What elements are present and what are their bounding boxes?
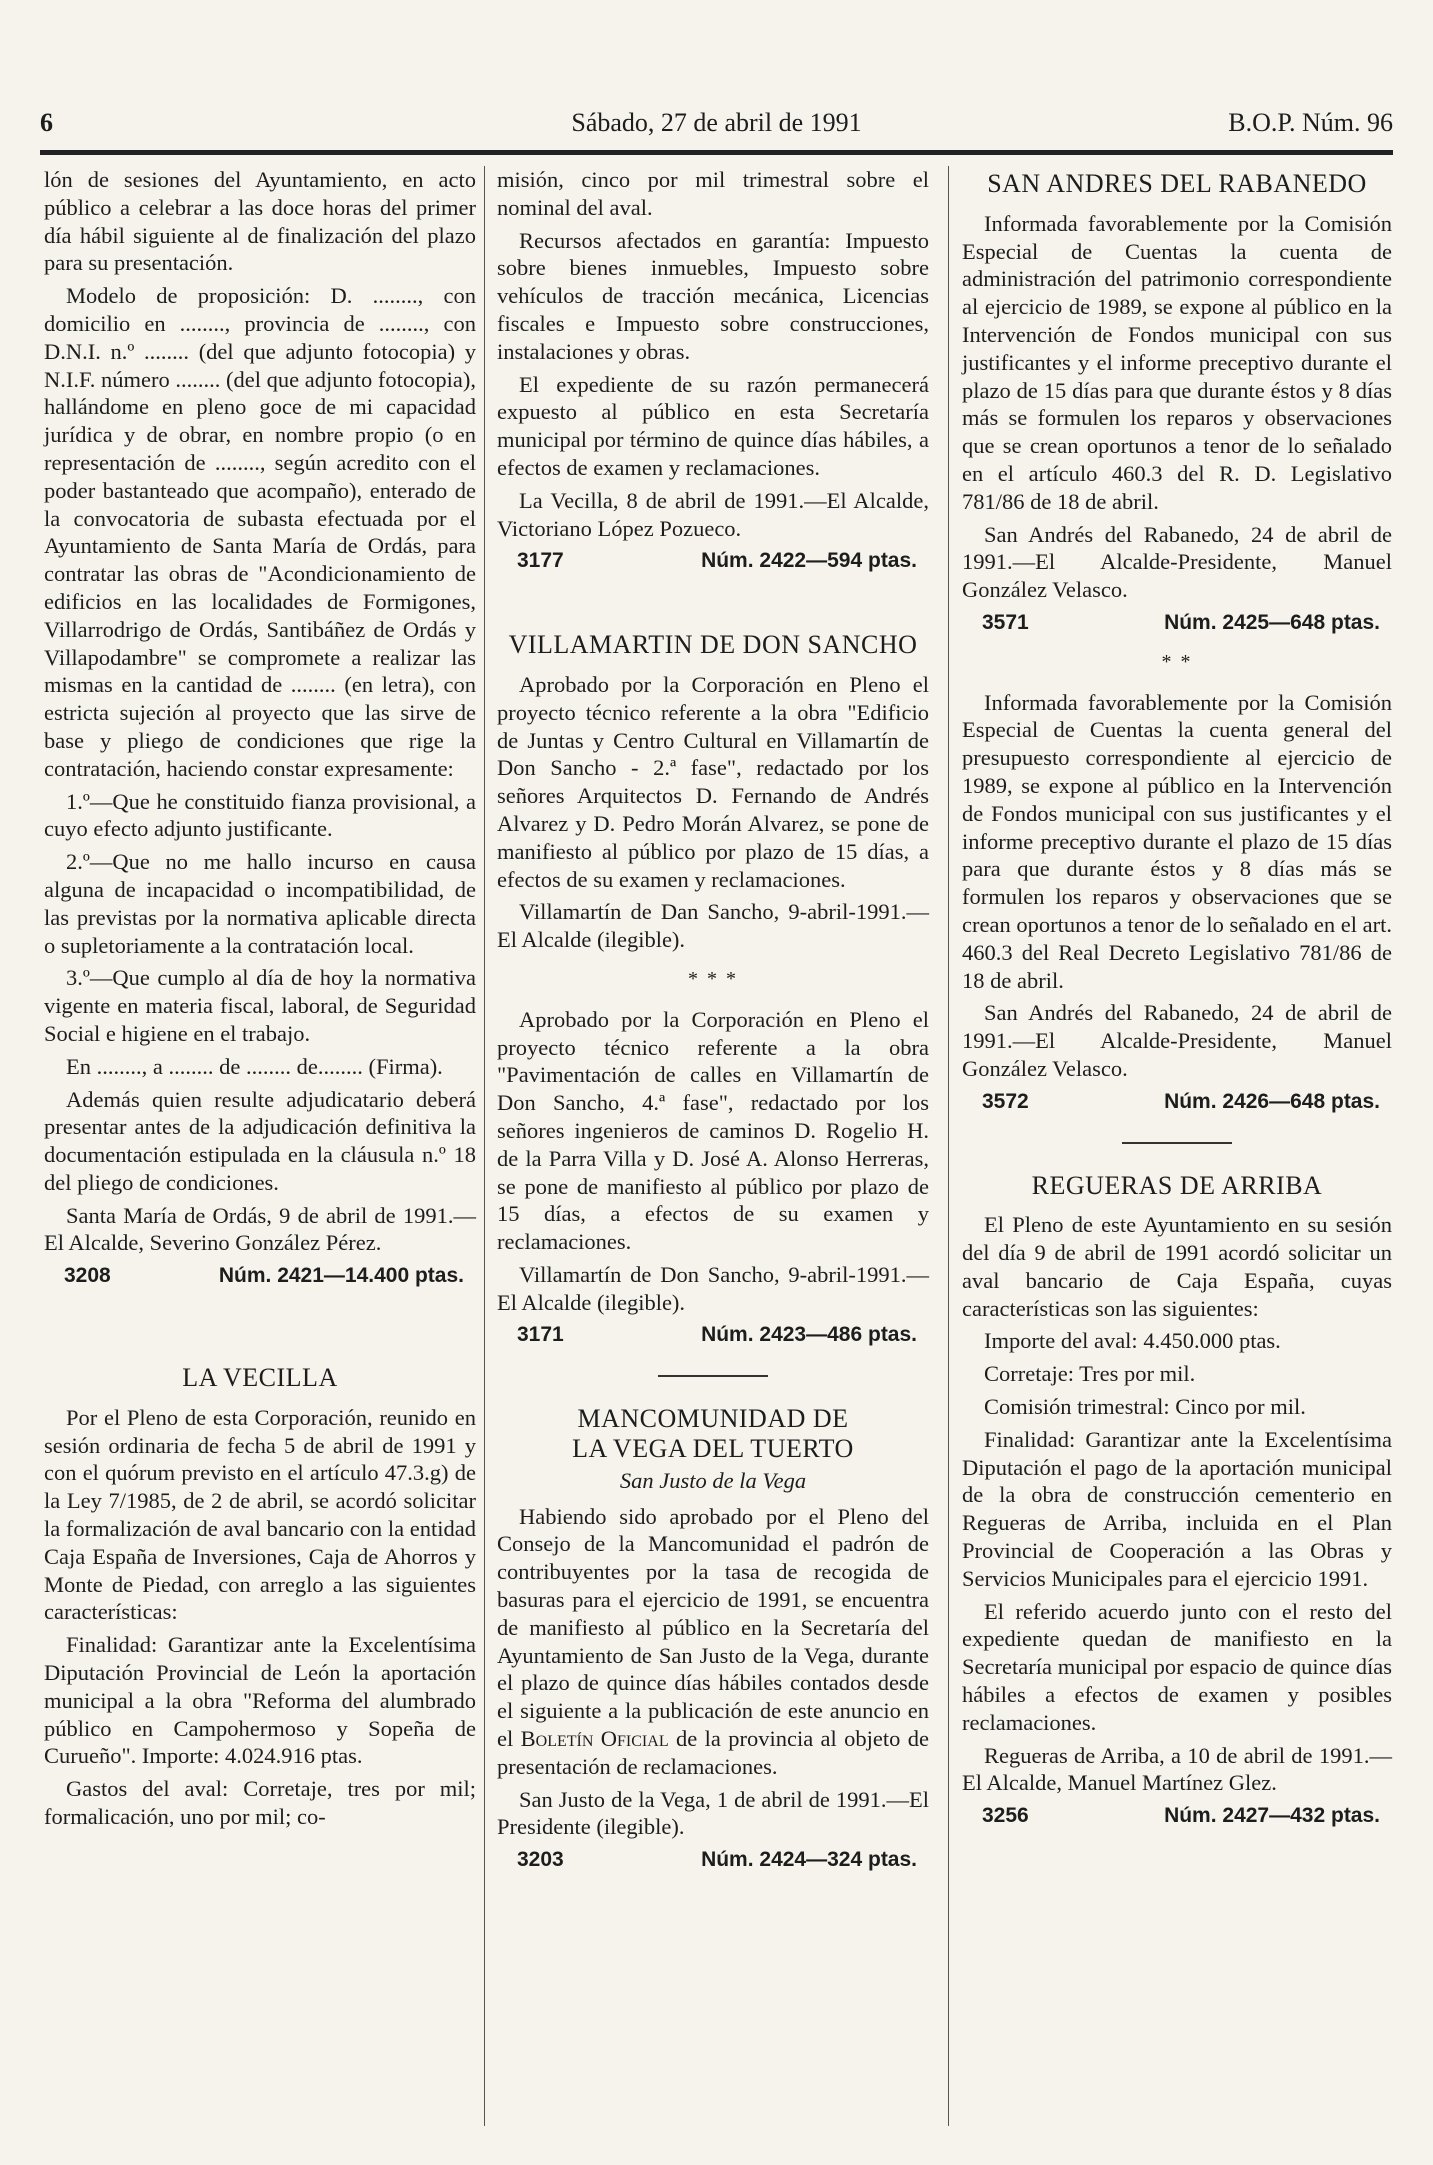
asterisk-separator: * * * xyxy=(688,967,738,990)
page-header xyxy=(40,108,1393,144)
section-divider xyxy=(1122,1142,1232,1144)
paragraph-text: Habiendo sido aprobado por el Pleno del Consejo de la Mancomunidad el padrón de contribuyentes por la tasa de recogida de basuras para el ejercicio de 1991, se encuentra de manifiesto al público en la Secretaría del Ayuntamiento de San Justo de la Vega, durante el plazo de quince días hábiles contados desde el siguiente a la publicación de este anuncio en el xyxy=(497,1503,929,1752)
section-title: REGUERAS DE ARRIBA xyxy=(1031,1170,1323,1200)
paragraph: Regueras de Arriba, a 10 de abril de 1991.—El Alcalde, Manuel Martínez Glez. xyxy=(962,1742,1392,1796)
paragraph: 3.º—Que cumplo al día de hoy la normativa vigente en materia fiscal, laboral, de Seguridad Social e higiene en el trabajo. xyxy=(44,965,476,1046)
section-subtitle: San Justo de la Vega xyxy=(619,1467,807,1493)
section-title: SAN ANDRES DEL RABANEDO xyxy=(987,169,1367,198)
paragraph: 1.º—Que he constituido fianza provisional, a cuyo efecto adjunto justificante. xyxy=(44,788,476,842)
column-separator xyxy=(948,166,949,2126)
announcement-reference xyxy=(962,1802,1392,1830)
paragraph: Corretaje: Tres por mil. xyxy=(984,1361,1196,1387)
bulletin-number: B.O.P. Núm. 96 xyxy=(1228,108,1393,137)
reference-number: 3177 xyxy=(517,549,564,573)
ad-price: Núm. 2426—648 ptas. xyxy=(1164,1089,1380,1113)
paragraph: misión, cinco por mil trimestral sobre el nominal del aval. xyxy=(497,167,929,220)
paragraph: Villamartín de Don Sancho, 9-abril-1991.—El Alcalde (ilegible). xyxy=(497,1261,929,1315)
ad-price: Núm. 2427—432 ptas. xyxy=(1164,1804,1380,1828)
column-2 xyxy=(497,166,929,1882)
reference-number: 3256 xyxy=(982,1804,1029,1828)
announcement-reference xyxy=(962,1088,1392,1116)
paragraph: Además quien resulte adjudicatario deberá presentar antes de la adjudicación definitiva la documentación estipulada en la cláusula n.º 18 del pliego de condiciones. xyxy=(44,1086,476,1195)
column-separator xyxy=(484,166,485,2126)
ad-price: Núm. 2425—648 ptas. xyxy=(1164,610,1380,634)
paragraph: San Justo de la Vega, 1 de abril de 1991.—El Presidente (ilegible). xyxy=(497,1786,929,1840)
reference-number: 3171 xyxy=(517,1323,564,1347)
paragraph: 2.º—Que no me hallo incurso en causa alguna de incapacidad o incompatibilidad, de las previstas por la normativa aplicable directa o supletoriamente a la contratación local. xyxy=(44,849,476,958)
reference-number: 3203 xyxy=(517,1848,564,1872)
reference-number: 3208 xyxy=(64,1264,111,1288)
paragraph: El Pleno de este Ayuntamiento en su sesión del día 9 de abril de 1991 acordó solicitar un aval bancario de Caja España, cuyas características son las siguientes: xyxy=(962,1212,1392,1321)
paragraph: Importe del aval: 4.450.000 ptas. xyxy=(984,1328,1281,1354)
announcement-reference xyxy=(44,1262,476,1290)
section-title: VILLAMARTIN DE DON SANCHO xyxy=(508,630,918,660)
paragraph xyxy=(497,1503,929,1781)
paragraph: La Vecilla, 8 de abril de 1991.—El Alcalde, Victoriano López Pozueco. xyxy=(497,487,929,541)
paragraph: En ........, a ........ de ........ de........ (Firma). xyxy=(66,1053,443,1079)
bulletin-name: Boletín Oficial xyxy=(520,1726,669,1752)
announcement-reference xyxy=(497,547,929,575)
ad-price: Núm. 2423—486 ptas. xyxy=(701,1323,917,1347)
asterisk-separator: * * xyxy=(1161,650,1193,673)
ad-price: Núm. 2422—594 ptas. xyxy=(701,549,917,573)
paragraph: Gastos del aval: Corretaje, tres por mil; formalicación, uno por mil; co- xyxy=(44,1776,476,1830)
paragraph: San Andrés del Rabanedo, 24 de abril de 1991.—El Alcalde-Presidente, Manuel González Velasco. xyxy=(962,1000,1392,1081)
paragraph: San Andrés del Rabanedo, 24 de abril de 1991.—El Alcalde-Presidente, Manuel González Velasco. xyxy=(962,521,1392,603)
announcement-reference xyxy=(497,1846,929,1874)
announcement-reference xyxy=(497,1321,929,1349)
issue-date: Sábado, 27 de abril de 1991 xyxy=(571,108,862,137)
column-3 xyxy=(962,166,1392,1838)
section-divider xyxy=(658,1375,768,1377)
paragraph: Recursos afectados en garantía: Impuesto sobre bienes inmuebles, Impuesto sobre vehículos de tracción mecánica, Licencias fiscales e Impuesto sobre construcciones, instalaciones y obras. xyxy=(497,227,929,364)
section-title: LA VECILLA xyxy=(182,1363,338,1393)
paragraph: El expediente de su razón permanecerá expuesto al público en esta Secretaría municipal por término de quince días hábiles, a efectos de examen y reclamaciones. xyxy=(497,371,929,480)
ad-price: Núm. 2421—14.400 ptas. xyxy=(218,1264,464,1288)
header-rule xyxy=(40,150,1393,155)
paragraph: Finalidad: Garantizar ante la Excelentísima Diputación Provincial de León la aportación municipal a la obra "Reforma del alumbrado público en Campohermoso y Sopeña de Curueño". Importe: 4.024.916 ptas. xyxy=(44,1632,476,1769)
page-number: 6 xyxy=(40,108,53,137)
paragraph: Modelo de proposición: D. ........, con domicilio en ........, provincia de ........, con D.N.I. n.º ........ (del que adjunto fotocopia) y N.I.F. número ........ (del que adjunto fotocopia), hallándome en pleno goce de mi capacidad jurídica y de obrar, en nombre propio (o en representación de ........, según acredito con el poder bastanteado que acompaño), enterado de la convocatoria de subasta efectuada por el Ayuntamiento de Santa María de Ordás, para contratar las obras de "Acondicionamiento de edificios en las localidades de Formigones, Villarrodrigo de Ordás, Santibáñez de Ordás y Villapodambre" se compromete a realizar las mismas en la cantidad de ........ (en letra), con estricta sujeción al proyecto que las sirve de base y pliego de condiciones que rige la contratación, haciendo constar expresamente: xyxy=(44,283,476,781)
paragraph: El referido acuerdo junto con el resto del expediente quedan de manifiesto en la Secretaría municipal por espacio de quince días hábiles a efectos de examen y posibles reclamaciones. xyxy=(962,1598,1392,1735)
paragraph: Por el Pleno de esta Corporación, reunido en sesión ordinaria de fecha 5 de abril de 1991 y con el quórum previsto en el artículo 47.3.g) de la Ley 7/1985, de 2 de abril, se acordó solicitar la formalización de aval bancario con la entidad Caja España de Inversiones, Caja de Ahorros y Monte de Piedad, con arreglo a las siguientes características: xyxy=(44,1404,476,1625)
section-title: LA VEGA DEL TUERTO xyxy=(572,1434,854,1464)
ad-price: Núm. 2424—324 ptas. xyxy=(701,1848,917,1872)
paragraph: Finalidad: Garantizar ante la Excelentísima Diputación el pago de la aportación municipal de la obra de construcción cementerio en Regueras de Arriba, incluida en el Plan Provincial de Cooperación a las Obras y Servicios Municipales para el ejercicio 1991. xyxy=(962,1426,1392,1591)
paragraph: Aprobado por la Corporación en Pleno el proyecto técnico referente a la obra "Edificio de Juntas y Centro Cultural en Villamartín de Don Sancho - 2.ª fase", redactado por los señores Arquitectos D. Fernando de Andrés Alvarez y D. Pedro Morán Alvarez, se pone de manifiesto al público por plazo de 15 días, a efectos de su examen y reclamaciones. xyxy=(497,671,929,892)
paragraph: lón de sesiones del Ayuntamiento, en acto público a celebrar a las doce horas del primer día hábil siguiente al de finalización del plazo para su presentación. xyxy=(44,167,476,276)
paragraph: Informada favorablemente por la Comisión Especial de Cuentas la cuenta de administración del patrimonio correspondiente al ejercicio de 1989, se expone al público en la Intervención de Fondos municipal con sus justificantes y el informe preceptivo durante el plazo de 15 días para que durante éstos y 8 días más se formulen los reparos y observaciones que se crean oportunos a tenor de lo señalado en el artículo 460.3 del R. D. Legislativo 781/86 de 18 de abril. xyxy=(962,210,1392,514)
reference-number: 3572 xyxy=(982,1089,1029,1113)
paragraph: Aprobado por la Corporación en Pleno el proyecto técnico referente a la obra "Pavimentación de calles en Villamartín de Don Sancho, 4.ª fase", redactado por los señores ingenieros de caminos D. Rogelio H. de la Parra Villa y D. José A. Alonso Herreras, se pone de manifiesto al público por plazo de 15 días, a efectos de su examen y reclamaciones. xyxy=(497,1006,929,1255)
paragraph: Informada favorablemente por la Comisión Especial de Cuentas la cuenta general del presupuesto correspondiente al ejercicio de 1989, se expone al público en la Intervención de Fondos municipal con sus justificantes y el informe preceptivo durante el plazo de 15 días para que durante éstos y 8 días más se formulen los reparos y observaciones que se crean oportunos a tenor de lo señalado en el art. 460.3 del Real Decreto Legislativo 781/86 de 18 de abril. xyxy=(962,689,1392,993)
column-1 xyxy=(44,166,476,1836)
announcement-reference xyxy=(962,609,1392,637)
paragraph: Comisión trimestral: Cinco por mil. xyxy=(984,1394,1306,1420)
section-title: MANCOMUNIDAD DE xyxy=(577,1404,849,1434)
paragraph-text: de la provincia al objeto de presentación de reclamaciones. xyxy=(497,1726,930,1779)
reference-number: 3571 xyxy=(982,610,1029,634)
paragraph: Villamartín de Dan Sancho, 9-abril-1991.—El Alcalde (ilegible). xyxy=(497,899,929,953)
paragraph: Santa María de Ordás, 9 de abril de 1991.—El Alcalde, Severino González Pérez. xyxy=(44,1202,476,1256)
